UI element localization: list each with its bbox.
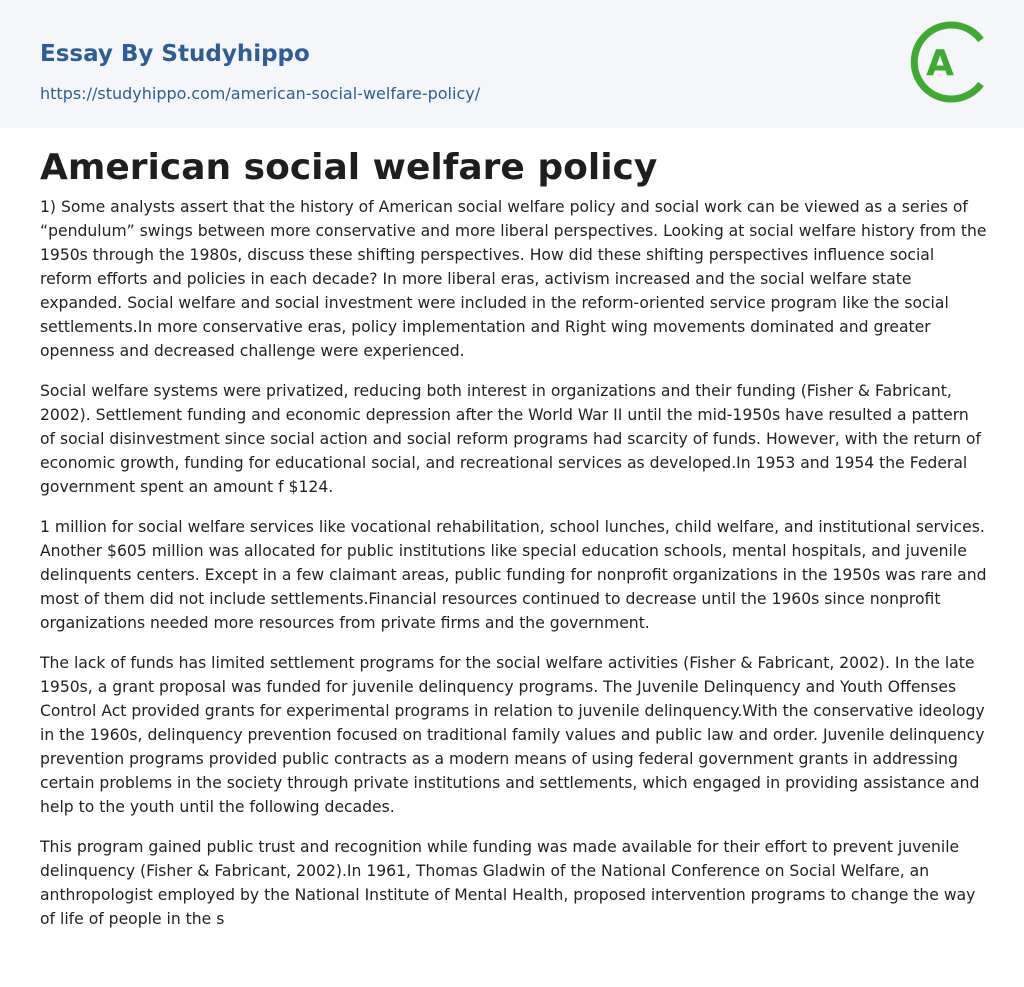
essay-paragraph: The lack of funds has limited settlement programs for the social welfare activities (Fisher & Fabricant, 2002). In the late 1950s, a grant proposal was funded for juvenile delinquency programs. The Juvenile Delinquency and Youth Offenses Control Act provided grants for experimental programs in relation to juvenile delinquency.With the conservative ideology in the 1960s, delinquency prevention focused on traditional family values and public law and order. Juvenile delinquency prevention programs provided public contracts as a modern means of using federal government grants in addressing certain problems in the society through private institutions and settlements, which engaged in providing assistance and help to the youth until the following decades. — [40, 654, 985, 816]
essay-paragraph: 1 million for social welfare services like vocational rehabilitation, school lunches, child welfare, and institutional services. Another $605 million was allocated for public institutions like special education schools, mental hospitals, and juvenile delinquents centers. Except in a few claimant areas, public funding for nonprofit organizations in the 1950s was rare and most of them did not include settlements.Financial resources continued to decrease until the 1960s since nonprofit organizations needed more resources from private firms and the government. — [40, 518, 987, 632]
essay-url-link[interactable]: https://studyhippo.com/american-social-welfare-policy/ — [40, 84, 481, 103]
essay-body — [40, 195, 988, 947]
page-header — [0, 0, 1024, 128]
essay-paragraph: 1) Some analysts assert that the history of American social welfare policy and social work can be viewed as a series of “pendulum” swings between more conservative and more liberal perspectives. Looking at social welfare history from the 1950s through the 1980s, discuss these shifting perspectives. How did these shifting perspectives influence social reform efforts and policies in each decade? In more liberal eras, activism increased and the social welfare state expanded. Social welfare and social investment were included in the reform-oriented service program like the social settlements.In more conservative eras, policy implementation and Right wing movements dominated and greater openness and decreased challenge were experienced. — [40, 198, 987, 360]
essay-paragraph: This program gained public trust and recognition while funding was made available for their effort to prevent juvenile delinquency (Fisher & Fabricant, 2002).In 1961, Thomas Gladwin of the National Conference on Social Welfare, an anthropologist employed by the National Institute of Mental Health, proposed intervention programs to change the way of life of people in the s — [40, 838, 976, 928]
studyhippo-logo-icon[interactable] — [910, 18, 988, 106]
essay-paragraph: Social welfare systems were privatized, reducing both interest in organizations and their funding (Fisher & Fabricant, 2002). Settlement funding and economic depression after the World War II until the mid-1950s have resulted a pattern of social disinvestment since social action and social reform programs had scarcity of funds. However, with the return of economic growth, funding for educational social, and recreational services as developed.In 1953 and 1954 the Federal government spent an amount f $124. — [40, 382, 981, 496]
site-brand[interactable]: Essay By Studyhippo — [40, 41, 310, 67]
essay-title: American social welfare policy — [40, 147, 658, 188]
logo-letter: A — [926, 43, 954, 84]
